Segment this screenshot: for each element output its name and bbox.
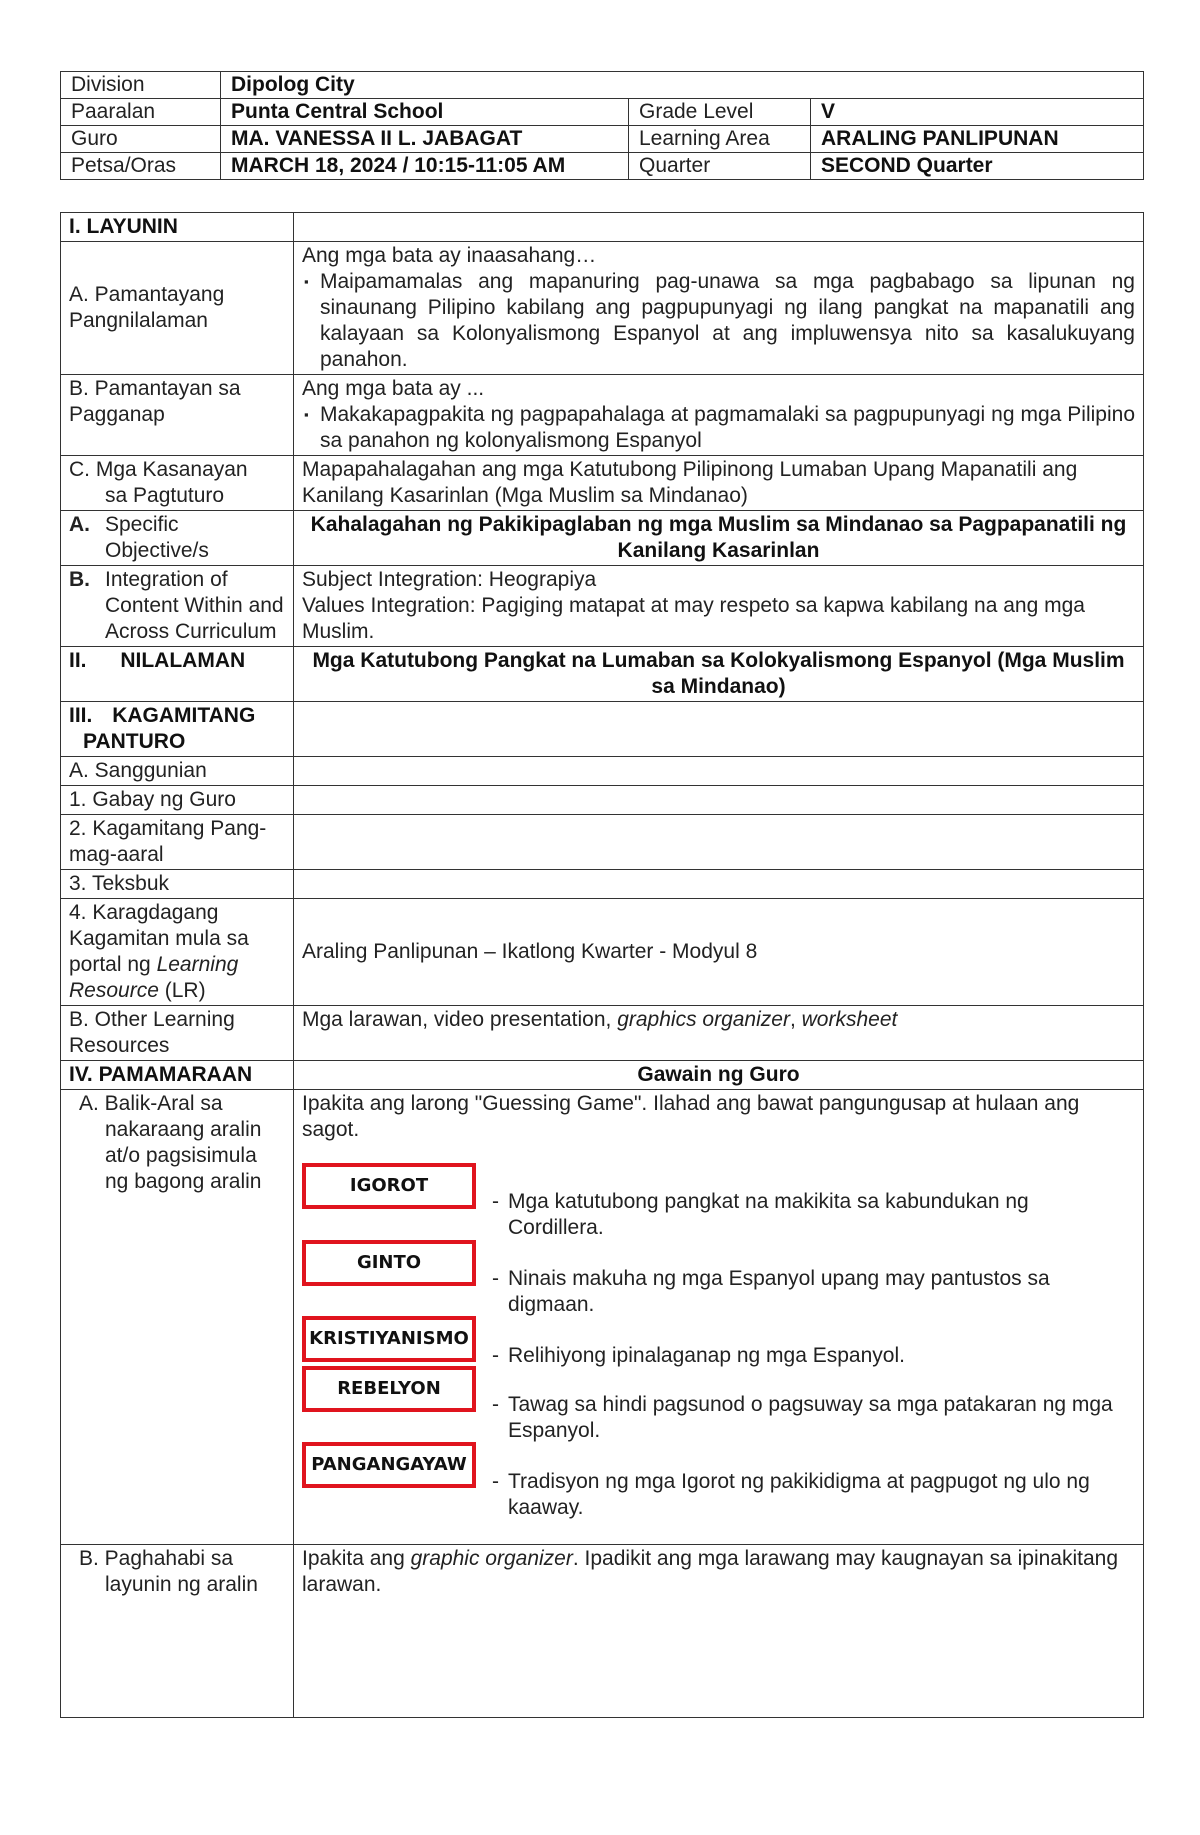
clue-dash: - <box>492 1470 499 1493</box>
row-pamamaraan <box>61 1061 1144 1090</box>
area-label: Learning Area <box>629 126 811 153</box>
row-integration <box>61 566 1144 647</box>
pamantayang-pangnilalaman-content <box>294 242 1144 375</box>
other-value-sep: , <box>789 1008 802 1031</box>
clue-dash: - <box>492 1344 499 1367</box>
gabay-empty <box>294 786 1144 815</box>
kagamitang-mag-aaral-empty <box>294 815 1144 870</box>
row-other-resources <box>61 1006 1144 1061</box>
kagamitang-mag-aaral-label: 2. Kagamitang Pang-mag-aaral <box>61 815 294 870</box>
school-value: Punta Central School <box>221 99 629 126</box>
clue-dash: - <box>492 1267 499 1290</box>
row-paghahabi <box>61 1545 1144 1718</box>
grade-label: Grade Level <box>629 99 811 126</box>
balik-aral-label <box>61 1090 294 1545</box>
area-value: ARALING PANLIPUNAN <box>811 126 1144 153</box>
nilalaman-text: NILALAMAN <box>120 649 246 672</box>
lr-label-2: (LR) <box>158 979 206 1002</box>
nilalaman-label <box>61 647 294 702</box>
row-lr-portal <box>61 899 1144 1006</box>
integration-label <box>61 566 294 647</box>
other-resources-value <box>294 1006 1144 1061</box>
values-integration: Values Integration: Pagiging matapat at may respeto sa kapwa kabilang na ang mga Muslim. <box>302 594 1085 643</box>
kagamitan-label <box>61 702 294 757</box>
pamantayan-pagganap-label: B. Pamantayan sa Pagganap <box>61 375 294 456</box>
layunin-heading: I. LAYUNIN <box>61 213 294 242</box>
paghahabi-value-italic: graphic organizer <box>410 1547 573 1570</box>
paghahabi-label-2: layunin ng aralin <box>105 1573 258 1596</box>
division-value: Dipolog City <box>221 72 1144 99</box>
layunin-empty <box>294 213 1144 242</box>
pamantayang-intro: Ang mga bata ay inaasahang… <box>302 244 597 267</box>
kagamitan-text-1: KAGAMITANG <box>112 704 256 727</box>
guessing-game <box>302 1143 1135 1543</box>
row-layunin <box>61 213 1144 242</box>
clue-ginto <box>492 1266 1125 1318</box>
row-pamantayang-pangnilalaman <box>61 242 1144 375</box>
subject-integration: Subject Integration: Heograpiya <box>302 568 597 591</box>
balik-aral-label-1: A. Balik-Aral sa <box>79 1092 223 1115</box>
pamantayan-pagganap-content <box>294 375 1144 456</box>
row-sanggunian <box>61 757 1144 786</box>
lr-portal-label <box>61 899 294 1006</box>
specific-objectives-value: Kahalagahan ng Pakikipaglaban ng mga Muslim sa Mindanao sa Pagpapanatili ng Kanilang Kasarinlan <box>294 511 1144 566</box>
pamamaraan-heading: IV. PAMAMARAAN <box>61 1061 294 1090</box>
kasanayan-label <box>61 456 294 511</box>
clue-dash: - <box>492 1393 499 1416</box>
header-row-division <box>61 72 1144 99</box>
gawain-heading: Gawain ng Guro <box>294 1061 1144 1090</box>
row-teksbuk <box>61 870 1144 899</box>
row-nilalaman <box>61 647 1144 702</box>
teksbuk-label: 3. Teksbuk <box>61 870 294 899</box>
teacher-label: Guro <box>61 126 221 153</box>
integration-value <box>294 566 1144 647</box>
lr-label-italic: Learning Resource <box>69 953 239 1002</box>
clue-text: Mga katutubong pangkat na makikita sa kabundukan ng Cordillera. <box>508 1190 1029 1239</box>
clue-dash: - <box>492 1190 499 1213</box>
row-kagamitan <box>61 702 1144 757</box>
clue-text: Ninais makuha ng mga Espanyol upang may pantustos sa digmaan. <box>508 1267 1050 1316</box>
date-label: Petsa/Oras <box>61 153 221 180</box>
nilalaman-num: II. <box>69 649 87 672</box>
clue-pangangayaw <box>492 1469 1125 1521</box>
lesson-plan-table <box>60 212 1144 1718</box>
header-table <box>60 71 1144 180</box>
objectives-marker: A. <box>69 513 90 536</box>
answer-box-igorot: IGOROT <box>302 1163 476 1209</box>
answer-box-kristiyanismo: KRISTIYANISMO <box>302 1316 476 1362</box>
kasanayan-label-line-1: C. Mga Kasanayan <box>69 458 248 481</box>
clue-rebelyon <box>492 1392 1125 1444</box>
kagamitan-num: III. <box>69 704 93 727</box>
clue-kristiyanismo <box>492 1343 1125 1369</box>
nilalaman-value: Mga Katutubong Pangkat na Lumaban sa Kolokyalismong Espanyol (Mga Muslim sa Mindanao) <box>294 647 1144 702</box>
header-row-school <box>61 99 1144 126</box>
specific-objectives-label <box>61 511 294 566</box>
pagganap-bullet: ▪ Makakapagpakita ng pagpapahalaga at pagmamalaki sa pagpupunyagi ng mga Pilipino sa panahon ng kolonyalismong Espanyol <box>320 402 1135 454</box>
other-value-1: Mga larawan, video presentation, <box>302 1008 618 1031</box>
paghahabi-label <box>61 1545 294 1718</box>
lr-portal-value: Araling Panlipunan – Ikatlong Kwarter - Modyul 8 <box>294 899 1144 1006</box>
kagamitan-text-2: PANTURO <box>83 730 186 753</box>
integration-marker: B. <box>69 568 90 591</box>
gabay-label: 1. Gabay ng Guro <box>61 786 294 815</box>
row-specific-objectives <box>61 511 1144 566</box>
kagamitan-empty <box>294 702 1144 757</box>
paghahabi-value-1: Ipakita ang <box>302 1547 411 1570</box>
kasanayan-value: Mapapahalagahan ang mga Katutubong Pilipinong Lumaban Upang Mapanatili ang Kanilang Kasarinlan (Mga Muslim sa Mindanao) <box>294 456 1144 511</box>
clue-text: Relihiyong ipinalaganap ng mga Espanyol. <box>508 1344 905 1367</box>
other-resources-label: B. Other Learning Resources <box>61 1006 294 1061</box>
date-value: MARCH 18, 2024 / 10:15-11:05 AM <box>221 153 629 180</box>
row-balik-aral <box>61 1090 1144 1545</box>
pamantayang-pangnilalaman-label: A. Pamantayang Pangnilalaman <box>61 242 294 375</box>
lr-label-1: 4. Karagdagang Kagamitan mula sa portal ng <box>69 901 249 976</box>
paghahabi-value <box>294 1545 1144 1718</box>
sanggunian-empty <box>294 757 1144 786</box>
pagganap-list <box>302 402 1135 454</box>
answer-box-rebelyon: REBELYON <box>302 1366 476 1412</box>
paghahabi-value-2: . Ipadikit ang mga larawang may kaugnayan sa ipinakitang larawan. <box>302 1547 1119 1596</box>
other-value-italic-2: worksheet <box>801 1008 898 1031</box>
teksbuk-empty <box>294 870 1144 899</box>
quarter-value: SECOND Quarter <box>811 153 1144 180</box>
sanggunian-label: A. Sanggunian <box>61 757 294 786</box>
row-kasanayan <box>61 456 1144 511</box>
clue-text: Tradisyon ng mga Igorot ng pakikidigma at pagpugot ng ulo ng kaaway. <box>508 1470 1090 1519</box>
integration-label-text: Integration of Content Within and Across Curriculum <box>105 568 284 643</box>
pamantayang-list <box>302 269 1135 373</box>
objectives-label-text: Specific Objective/s <box>105 513 209 562</box>
pagganap-intro: Ang mga bata ay ... <box>302 377 485 400</box>
answer-box-ginto: GINTO <box>302 1240 476 1286</box>
grade-value: V <box>811 99 1144 126</box>
kasanayan-label-line-2: sa Pagtuturo <box>105 484 225 507</box>
clue-text: Tawag sa hindi pagsunod o pagsuway sa mga patakaran ng mga Espanyol. <box>508 1393 1113 1442</box>
answer-box-pangangayaw: PANGANGAYAW <box>302 1442 476 1488</box>
header-row-teacher <box>61 126 1144 153</box>
quarter-label: Quarter <box>629 153 811 180</box>
school-label: Paaralan <box>61 99 221 126</box>
balik-aral-label-2: nakaraang aralin at/o pagsisimula ng bagong aralin <box>105 1118 262 1193</box>
balik-aral-content <box>294 1090 1144 1545</box>
clue-igorot <box>492 1189 1125 1241</box>
row-kagamitang-mag-aaral <box>61 815 1144 870</box>
row-pamantayan-pagganap <box>61 375 1144 456</box>
header-row-date <box>61 153 1144 180</box>
pamantayang-bullet: ▪ Maipamamalas ang mapanuring pag-unawa sa mga pagbabago sa lipunan ng sinaunang Pilipino kabilang ang pagpupunyagi ng ilang pangkat na mapanatili ang kalayaan sa Kolonyalismong Espanyol at ang impluwensya nito sa kasalukuyang panahon. <box>320 269 1135 373</box>
division-label: Division <box>61 72 221 99</box>
balik-aral-intro: Ipakita ang larong "Guessing Game". Ilahad ang bawat pangungusap at hulaan ang sagot. <box>302 1092 1080 1141</box>
row-gabay <box>61 786 1144 815</box>
paghahabi-label-1: B. Paghahabi sa <box>79 1547 234 1570</box>
other-value-italic-1: graphics organizer <box>617 1008 790 1031</box>
teacher-value: MA. VANESSA II L. JABAGAT <box>221 126 629 153</box>
